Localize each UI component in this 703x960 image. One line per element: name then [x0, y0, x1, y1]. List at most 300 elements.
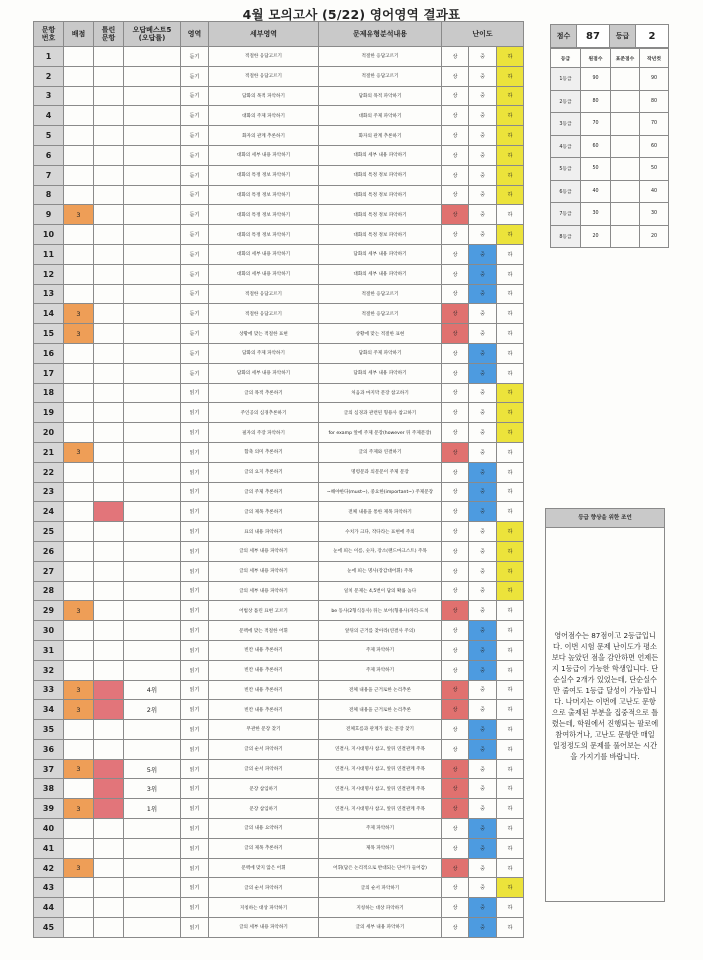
question-type: 적절한 응답고르기: [319, 304, 442, 324]
wrong-mark: 3: [64, 304, 94, 324]
difficulty-hard: 상: [442, 482, 469, 502]
area: 듣기: [181, 126, 209, 146]
grade-raw: 20: [581, 225, 611, 248]
grade-name: 4등급: [551, 135, 581, 158]
question-number: 32: [34, 660, 64, 680]
detail-area: 표의 내용 파악하기: [209, 522, 319, 542]
question-number: 40: [34, 819, 64, 839]
grade-header-last: 작년컷: [640, 49, 669, 68]
table-row: [34, 561, 524, 581]
detail-area: 문장 삽입하기: [209, 799, 319, 819]
grade-row: [551, 225, 669, 248]
table-row: [34, 244, 524, 264]
area: 읽기: [181, 601, 209, 621]
difficulty-mid: 중: [469, 264, 497, 284]
tricky-mark: [94, 225, 124, 245]
question-number: 2: [34, 66, 64, 86]
difficulty-hard: 상: [442, 502, 469, 522]
wrong-mark: 3: [64, 601, 94, 621]
difficulty-hard: 상: [442, 878, 469, 898]
table-row: [34, 799, 524, 819]
wrong-rank: [124, 126, 181, 146]
detail-area: 글의 세부 내용 파악하기: [209, 561, 319, 581]
question-number: 3: [34, 86, 64, 106]
wrong-mark: [64, 898, 94, 918]
difficulty-easy: 하: [497, 343, 524, 363]
area: 듣기: [181, 165, 209, 185]
question-number: 5: [34, 126, 64, 146]
wrong-mark: [64, 86, 94, 106]
score-value: 87: [577, 25, 610, 48]
grade-table-header: [551, 49, 669, 68]
wrong-mark: [64, 720, 94, 740]
table-row: [34, 145, 524, 165]
difficulty-easy: 하: [497, 759, 524, 779]
table-row: [34, 720, 524, 740]
question-number: 42: [34, 858, 64, 878]
detail-area: 적절한 응답고르기: [209, 304, 319, 324]
table-row: [34, 621, 524, 641]
tricky-mark: [94, 720, 124, 740]
grade-header-std: 표준점수: [611, 49, 640, 68]
area: 읽기: [181, 581, 209, 601]
header-type: 문제유형분석내용: [319, 22, 442, 47]
difficulty-mid: 중: [469, 838, 497, 858]
difficulty-easy: 하: [497, 561, 524, 581]
detail-area: 주인공의 심경추론하기: [209, 403, 319, 423]
difficulty-easy: 하: [497, 66, 524, 86]
difficulty-hard: 상: [442, 759, 469, 779]
tricky-mark: [94, 442, 124, 462]
question-type: 전체흐름과 관계가 없는 문장 찾기: [319, 720, 442, 740]
difficulty-easy: 하: [497, 403, 524, 423]
difficulty-hard: 상: [442, 838, 469, 858]
tricky-mark: [94, 205, 124, 225]
header-difficulty: 난이도: [442, 22, 524, 47]
area: 듣기: [181, 363, 209, 383]
difficulty-mid: 중: [469, 47, 497, 67]
difficulty-easy: 하: [497, 640, 524, 660]
difficulty-mid: 중: [469, 502, 497, 522]
tricky-mark: [94, 878, 124, 898]
difficulty-mid: 중: [469, 383, 497, 403]
table-row: [34, 482, 524, 502]
wrong-mark: [64, 145, 94, 165]
tricky-mark: [94, 66, 124, 86]
wrong-mark: [64, 640, 94, 660]
question-number: 30: [34, 621, 64, 641]
difficulty-mid: 중: [469, 225, 497, 245]
area: 읽기: [181, 383, 209, 403]
area: 읽기: [181, 720, 209, 740]
difficulty-easy: 하: [497, 442, 524, 462]
difficulty-easy: 하: [497, 363, 524, 383]
difficulty-hard: 상: [442, 185, 469, 205]
wrong-rank: [124, 541, 181, 561]
difficulty-mid: 중: [469, 799, 497, 819]
detail-area: 글의 순서 파악하기: [209, 739, 319, 759]
tricky-mark: [94, 680, 124, 700]
question-number: 28: [34, 581, 64, 601]
difficulty-hard: 상: [442, 126, 469, 146]
difficulty-hard: 상: [442, 640, 469, 660]
grade-last: 40: [640, 180, 669, 203]
area: 듣기: [181, 185, 209, 205]
wrong-mark: 3: [64, 680, 94, 700]
wrong-rank: [124, 462, 181, 482]
wrong-rank: [124, 739, 181, 759]
grade-std: [611, 135, 640, 158]
detail-area: 빈칸 내용 추론하기: [209, 700, 319, 720]
tricky-mark: [94, 482, 124, 502]
difficulty-easy: 하: [497, 462, 524, 482]
detail-area: 대화의 세부 내용 파악하기: [209, 145, 319, 165]
difficulty-mid: 중: [469, 185, 497, 205]
difficulty-mid: 중: [469, 403, 497, 423]
difficulty-mid: 중: [469, 581, 497, 601]
difficulty-mid: 중: [469, 363, 497, 383]
wrong-mark: [64, 918, 94, 938]
grade-last: 80: [640, 90, 669, 113]
tricky-mark: [94, 324, 124, 344]
grade-name: 1등급: [551, 68, 581, 91]
tricky-mark: [94, 304, 124, 324]
area: 읽기: [181, 502, 209, 522]
grade-std: [611, 68, 640, 91]
header-area: 영역: [181, 22, 209, 47]
table-row: [34, 363, 524, 383]
wrong-rank: [124, 621, 181, 641]
wrong-rank: [124, 403, 181, 423]
difficulty-hard: 상: [442, 244, 469, 264]
difficulty-easy: 하: [497, 779, 524, 799]
question-type: 주제 파악하기: [319, 660, 442, 680]
difficulty-mid: 중: [469, 343, 497, 363]
question-number: 31: [34, 640, 64, 660]
difficulty-mid: 중: [469, 819, 497, 839]
difficulty-mid: 중: [469, 205, 497, 225]
area: 듣기: [181, 225, 209, 245]
question-number: 20: [34, 423, 64, 443]
question-number: 29: [34, 601, 64, 621]
area: 듣기: [181, 205, 209, 225]
detail-area: 글의 주제 추론하기: [209, 482, 319, 502]
question-type: 적절한 응답고르기: [319, 47, 442, 67]
area: 읽기: [181, 858, 209, 878]
question-type: 글의 심경과 관련된 형용사 참고하기: [319, 403, 442, 423]
question-number: 17: [34, 363, 64, 383]
area: 읽기: [181, 898, 209, 918]
question-type: 담화의 세부 내용 파악하기: [319, 244, 442, 264]
wrong-mark: [64, 541, 94, 561]
grade-std: [611, 113, 640, 136]
question-type: 연결사, 지시대명사 참고, 앞뒤 연결관계 주목: [319, 739, 442, 759]
difficulty-hard: 상: [442, 898, 469, 918]
grade-std: [611, 203, 640, 226]
difficulty-easy: 하: [497, 86, 524, 106]
area: 읽기: [181, 660, 209, 680]
wrong-mark: [64, 106, 94, 126]
question-type: 적절한 응답고르기: [319, 66, 442, 86]
area: 읽기: [181, 700, 209, 720]
detail-area: 대화의 특정 정보 파악하기: [209, 185, 319, 205]
area: 읽기: [181, 878, 209, 898]
difficulty-easy: 하: [497, 383, 524, 403]
grade-name: 7등급: [551, 203, 581, 226]
question-number: 25: [34, 522, 64, 542]
question-number: 23: [34, 482, 64, 502]
wrong-rank: [124, 205, 181, 225]
difficulty-easy: 하: [497, 858, 524, 878]
difficulty-easy: 하: [497, 264, 524, 284]
question-type: 전체 내용을 통한 제목 파악하기: [319, 502, 442, 522]
question-number: 7: [34, 165, 64, 185]
question-number: 16: [34, 343, 64, 363]
detail-area: 대화의 세부 내용 파악하기: [209, 244, 319, 264]
area: 읽기: [181, 640, 209, 660]
difficulty-mid: 중: [469, 66, 497, 86]
grade-last: 50: [640, 158, 669, 181]
wrong-rank: [124, 561, 181, 581]
difficulty-mid: 중: [469, 145, 497, 165]
area: 읽기: [181, 918, 209, 938]
difficulty-mid: 중: [469, 779, 497, 799]
question-type: 눈에 띄는 명사(장감대어휘) 주목: [319, 561, 442, 581]
detail-area: 담화의 주제 파악하기: [209, 343, 319, 363]
wrong-rank: [124, 324, 181, 344]
difficulty-easy: 하: [497, 165, 524, 185]
difficulty-mid: 중: [469, 561, 497, 581]
tricky-mark: [94, 363, 124, 383]
wrong-mark: [64, 343, 94, 363]
question-type: 상황에 맞는 적절한 표현: [319, 324, 442, 344]
difficulty-mid: 중: [469, 700, 497, 720]
grade-name: 3등급: [551, 113, 581, 136]
page-title: 4월 모의고사 (5/22) 영어영역 결과표: [242, 7, 461, 22]
grade-row: [551, 113, 669, 136]
question-type: 제목 파악하기: [319, 838, 442, 858]
wrong-rank: [124, 343, 181, 363]
tricky-mark: [94, 601, 124, 621]
difficulty-hard: 상: [442, 383, 469, 403]
difficulty-hard: 상: [442, 225, 469, 245]
area: 듣기: [181, 86, 209, 106]
question-number: 37: [34, 759, 64, 779]
difficulty-easy: 하: [497, 541, 524, 561]
grade-raw: 40: [581, 180, 611, 203]
wrong-mark: [64, 185, 94, 205]
tricky-mark: [94, 47, 124, 67]
question-number: 33: [34, 680, 64, 700]
detail-area: 빈칸 내용 추론하기: [209, 660, 319, 680]
table-row: [34, 106, 524, 126]
table-row: [34, 838, 524, 858]
question-type: 수치가 크다, 작다라는 표현에 주의: [319, 522, 442, 542]
area: 읽기: [181, 759, 209, 779]
difficulty-hard: 상: [442, 858, 469, 878]
difficulty-mid: 중: [469, 284, 497, 304]
wrong-mark: [64, 739, 94, 759]
question-type: 적절한 응답고르기: [319, 284, 442, 304]
header-num: 문항 번호: [34, 22, 64, 47]
question-number: 13: [34, 284, 64, 304]
question-type: 대화의 특정 정보 파악하기: [319, 205, 442, 225]
difficulty-hard: 상: [442, 165, 469, 185]
wrong-rank: [124, 185, 181, 205]
grade-raw: 30: [581, 203, 611, 226]
grade-header-raw: 원점수: [581, 49, 611, 68]
difficulty-hard: 상: [442, 680, 469, 700]
table-row: [34, 779, 524, 799]
header-detail: 세부영역: [209, 22, 319, 47]
difficulty-mid: 중: [469, 680, 497, 700]
difficulty-easy: 하: [497, 185, 524, 205]
table-row: [34, 423, 524, 443]
difficulty-easy: 하: [497, 423, 524, 443]
question-number: 41: [34, 838, 64, 858]
tricky-mark: [94, 403, 124, 423]
wrong-mark: [64, 819, 94, 839]
difficulty-hard: 상: [442, 819, 469, 839]
grade-std: [611, 90, 640, 113]
difficulty-mid: 중: [469, 126, 497, 146]
wrong-rank: [124, 640, 181, 660]
wrong-rank: 1위: [124, 799, 181, 819]
detail-area: 어법상 틀린 표현 고르기: [209, 601, 319, 621]
table-row: [34, 660, 524, 680]
grade-cutoff-table: [550, 48, 669, 248]
table-row: [34, 878, 524, 898]
area: 듣기: [181, 66, 209, 86]
grade-raw: 80: [581, 90, 611, 113]
question-type: 담화의 목적 파악하기: [319, 86, 442, 106]
tricky-mark: [94, 700, 124, 720]
table-row: [34, 205, 524, 225]
difficulty-mid: 중: [469, 165, 497, 185]
detail-area: 빈칸 내용 추론하기: [209, 680, 319, 700]
wrong-rank: [124, 363, 181, 383]
difficulty-mid: 중: [469, 739, 497, 759]
wrong-mark: [64, 126, 94, 146]
table-row: [34, 47, 524, 67]
tricky-mark: [94, 185, 124, 205]
table-row: [34, 739, 524, 759]
tricky-mark: [94, 165, 124, 185]
wrong-rank: 3위: [124, 779, 181, 799]
difficulty-hard: 상: [442, 601, 469, 621]
area: 읽기: [181, 541, 209, 561]
difficulty-easy: 하: [497, 720, 524, 740]
wrong-rank: [124, 244, 181, 264]
question-type: 앞뒤의 근거를 찾아라(연결사 주의): [319, 621, 442, 641]
area: 읽기: [181, 403, 209, 423]
question-number: 6: [34, 145, 64, 165]
detail-area: 글의 세부 내용 파악하기: [209, 581, 319, 601]
wrong-mark: [64, 779, 94, 799]
difficulty-mid: 중: [469, 423, 497, 443]
table-row: [34, 522, 524, 542]
table-row: [34, 66, 524, 86]
difficulty-mid: 중: [469, 482, 497, 502]
tricky-mark: [94, 819, 124, 839]
area: 읽기: [181, 799, 209, 819]
wrong-mark: [64, 621, 94, 641]
grade-name: 5등급: [551, 158, 581, 181]
difficulty-easy: 하: [497, 304, 524, 324]
difficulty-hard: 상: [442, 205, 469, 225]
tricky-mark: [94, 522, 124, 542]
detail-area: 글의 순서 파악하기: [209, 878, 319, 898]
grade-last: 30: [640, 203, 669, 226]
wrong-rank: 2위: [124, 700, 181, 720]
question-type: 주제 파악하기: [319, 640, 442, 660]
tricky-mark: [94, 541, 124, 561]
table-row: [34, 343, 524, 363]
difficulty-easy: 하: [497, 799, 524, 819]
question-type: 대화의 주제 파악하기: [319, 106, 442, 126]
difficulty-hard: 상: [442, 918, 469, 938]
wrong-rank: [124, 720, 181, 740]
tricky-mark: [94, 561, 124, 581]
question-number: 22: [34, 462, 64, 482]
difficulty-hard: 상: [442, 66, 469, 86]
tricky-mark: [94, 581, 124, 601]
wrong-rank: [124, 165, 181, 185]
difficulty-hard: 상: [442, 660, 469, 680]
header-rank: 오답베스트5 (오답률): [124, 22, 181, 47]
table-header-row: [34, 22, 524, 47]
tricky-mark: [94, 106, 124, 126]
tricky-mark: [94, 739, 124, 759]
table-row: [34, 126, 524, 146]
grade-row: [551, 135, 669, 158]
area: 듣기: [181, 324, 209, 344]
question-type: 연결사, 지시대명사 참고, 앞뒤 연결관계 주목: [319, 759, 442, 779]
difficulty-mid: 중: [469, 878, 497, 898]
table-row: [34, 324, 524, 344]
detail-area: 담화의 목적 파악하기: [209, 86, 319, 106]
question-type: 글의 주제와 연결하기: [319, 442, 442, 462]
advice-title: 등급 향상을 위한 조언: [546, 509, 664, 528]
wrong-rank: [124, 47, 181, 67]
difficulty-hard: 상: [442, 106, 469, 126]
difficulty-hard: 상: [442, 462, 469, 482]
difficulty-hard: 상: [442, 799, 469, 819]
difficulty-easy: 하: [497, 838, 524, 858]
wrong-rank: [124, 66, 181, 86]
detail-area: 대화의 주제 파악하기: [209, 106, 319, 126]
difficulty-hard: 상: [442, 621, 469, 641]
grade-row: [551, 68, 669, 91]
wrong-rank: [124, 145, 181, 165]
table-row: [34, 304, 524, 324]
wrong-rank: [124, 86, 181, 106]
area: 듣기: [181, 343, 209, 363]
wrong-rank: [124, 502, 181, 522]
grade-row: [551, 90, 669, 113]
table-row: [34, 165, 524, 185]
table-row: [34, 383, 524, 403]
difficulty-mid: 중: [469, 898, 497, 918]
wrong-mark: [64, 284, 94, 304]
grade-std: [611, 158, 640, 181]
wrong-mark: 3: [64, 700, 94, 720]
question-number: 39: [34, 799, 64, 819]
difficulty-easy: 하: [497, 47, 524, 67]
wrong-mark: [64, 522, 94, 542]
wrong-mark: [64, 244, 94, 264]
detail-area: 글의 세부 내용 파악하기: [209, 541, 319, 561]
